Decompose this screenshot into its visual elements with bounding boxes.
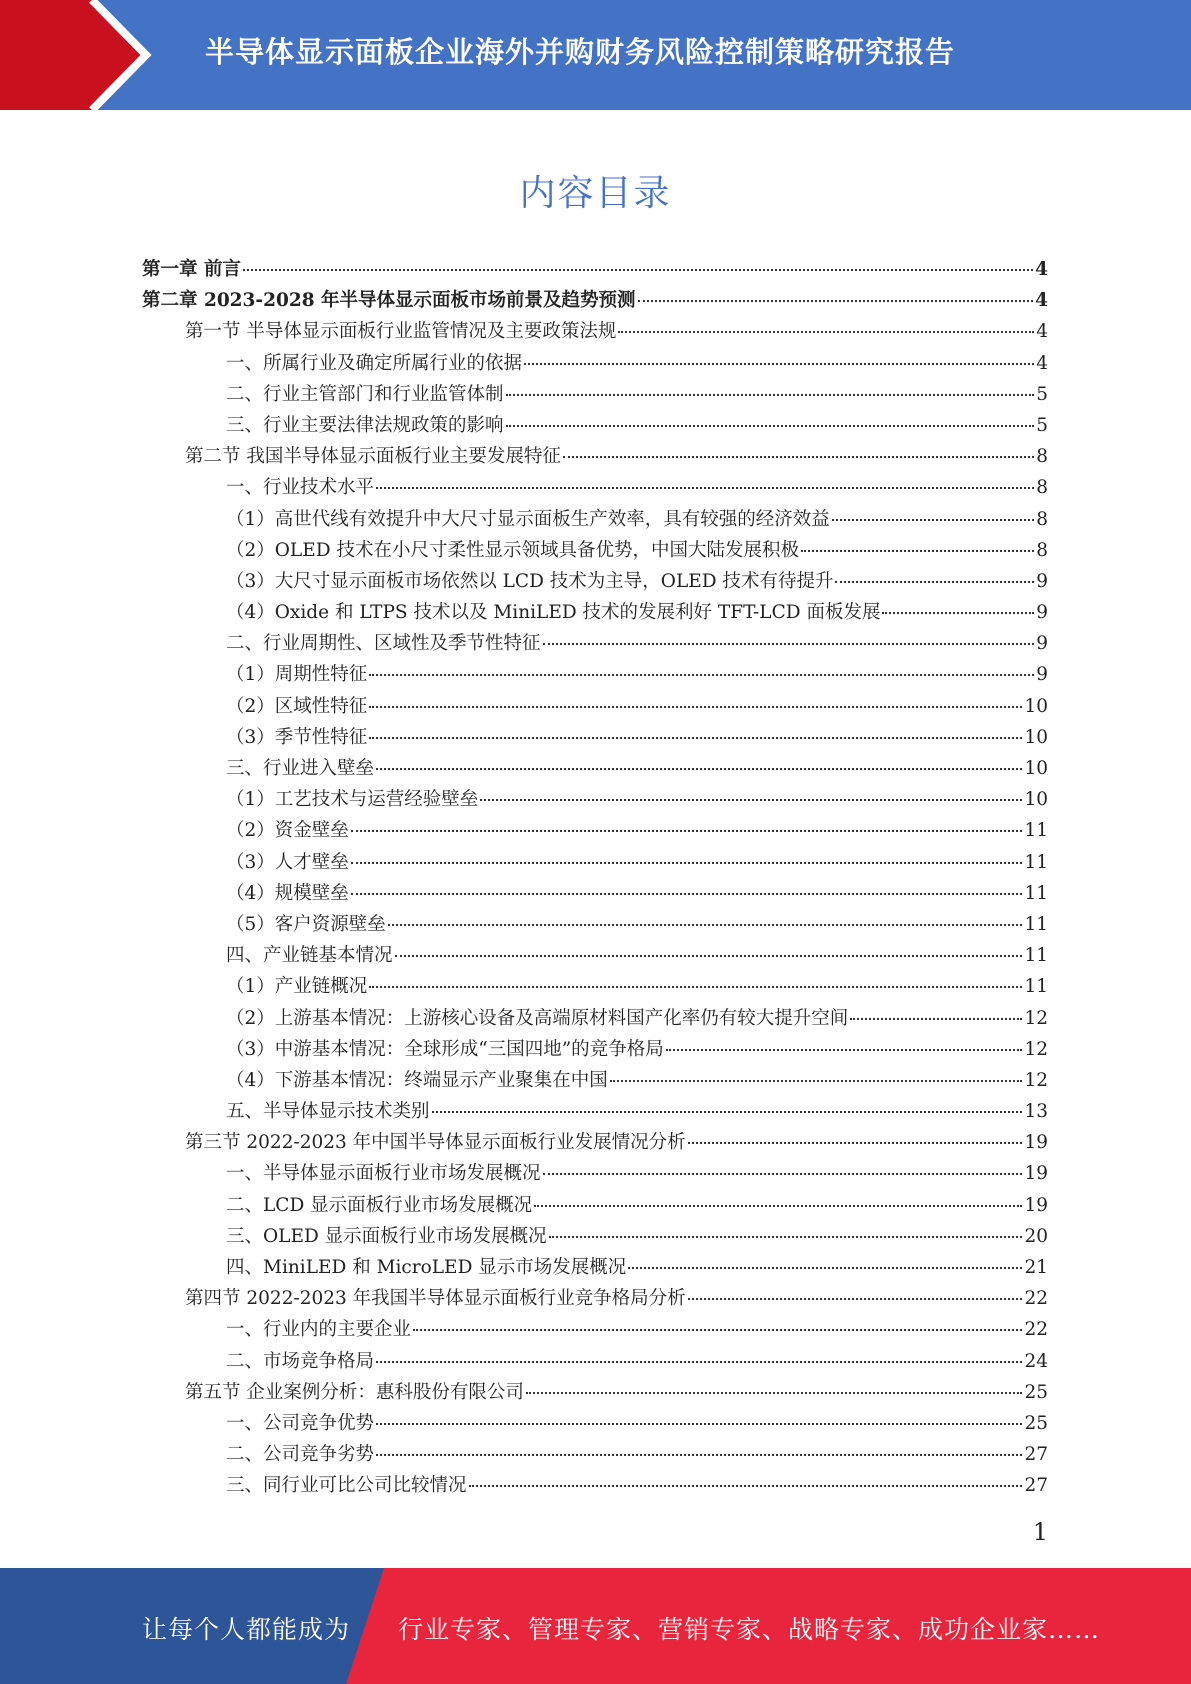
toc-dot-leader [506,394,1035,396]
toc-dot-leader [395,955,1023,957]
toc-entry-title: 三、行业主要法律法规政策的影响 [226,414,504,436]
toc-entry-title: （4）Oxide 和 LTPS 技术以及 MiniLED 技术的发展利好 TFT-LCD 面板发展 [226,602,881,624]
toc-dot-leader [524,363,1034,365]
toc-entry-page: 9 [1036,570,1048,592]
toc-entry-page: 8 [1036,446,1048,468]
toc-entry-title: 二、行业周期性、区域性及季节性特征 [226,633,541,655]
toc-entry-title: 一、公司竞争优势 [226,1412,375,1434]
toc-entry-page: 8 [1036,508,1048,530]
toc-entry[interactable] [142,910,1048,941]
header-banner [0,0,1191,110]
toc-dot-leader [351,830,1023,832]
toc-dot-leader [638,300,1034,302]
toc-entry[interactable] [142,1253,1048,1284]
toc-dot-leader [351,862,1023,864]
toc-entry-page: 10 [1024,695,1048,717]
toc-entry-page: 19 [1024,1163,1048,1185]
toc-entry[interactable] [142,816,1048,847]
toc-entry-title: （2）区域性特征 [226,695,368,717]
toc-entry[interactable] [142,660,1048,691]
toc-entry[interactable] [142,1222,1048,1253]
toc-dot-leader [688,1142,1023,1144]
toc-entry[interactable] [142,785,1048,816]
toc-dot-leader [563,456,1034,458]
toc-entry-page: 8 [1036,477,1048,499]
toc-dot-leader [543,1173,1023,1175]
toc-entry-page: 21 [1024,1257,1048,1278]
toc-entry-page: 11 [1024,851,1048,873]
toc-entry[interactable] [142,1284,1048,1315]
toc-dot-leader [376,768,1022,770]
toc-entry-page: 19 [1024,1194,1048,1216]
toc-entry-page: 27 [1024,1444,1048,1466]
toc-entry[interactable] [142,317,1048,348]
toc-dot-leader [832,519,1034,521]
toc-entry[interactable] [142,1440,1048,1471]
toc-entry[interactable] [142,1409,1048,1440]
toc-entry-page: 19 [1024,1132,1048,1154]
toc-entry[interactable] [142,1191,1048,1222]
toc-entry[interactable] [142,1315,1048,1346]
toc-entry[interactable] [142,1035,1048,1066]
toc-entry-page: 11 [1024,882,1048,904]
toc-entry-title: （3）人才壁垒 [226,851,349,873]
toc-dot-leader [549,1236,1023,1238]
toc-entry-page: 4 [1036,321,1048,343]
toc-entry[interactable] [142,1159,1048,1190]
toc-dot-leader [376,487,1034,489]
toc-entry-title: 一、半导体显示面板行业市场发展概况 [226,1163,541,1185]
toc-entry-title: 第四节 2022-2023 年我国半导体显示面板行业竞争格局分析 [185,1288,686,1310]
toc-entry[interactable] [142,349,1048,380]
toc-entry-page: 27 [1024,1475,1048,1497]
toc-entry[interactable] [142,723,1048,754]
toc-entry-title: （2）OLED 技术在小尺寸柔性显示领域具备优势，中国大陆发展积极 [226,539,799,561]
toc-dot-leader [526,1392,1023,1394]
toc-dot-leader [388,924,1023,926]
toc-entry-page: 22 [1024,1288,1048,1310]
toc-entry-title: 第一节 半导体显示面板行业监管情况及主要政策法规 [185,321,617,343]
toc-heading: 内容目录 [519,173,672,214]
toc-entry[interactable] [142,972,1048,1003]
toc-entry-page: 11 [1024,913,1048,935]
toc-entry-title: 第三节 2022-2023 年中国半导体显示面板行业发展情况分析 [185,1132,686,1154]
page-number: 1 [1032,1518,1048,1546]
toc-entry-title: 二、行业主管部门和行业监管体制 [226,383,504,405]
toc-entry[interactable] [142,1378,1048,1409]
footer-slogan-right: 行业专家、管理专家、营销专家、战略专家、成功企业家…… [398,1615,1101,1644]
toc-dot-leader [243,269,1033,271]
toc-dot-leader [543,643,1035,645]
toc-dot-leader [666,1049,1023,1051]
toc-entry[interactable] [142,598,1048,629]
toc-entry[interactable] [142,879,1048,910]
toc-entry-title: 二、公司竞争劣势 [226,1444,375,1466]
toc-entry-title: （3）中游基本情况：全球形成“三国四地”的竞争格局 [226,1038,664,1060]
toc-entry-page: 5 [1036,383,1048,405]
toc-entry[interactable] [142,567,1048,598]
toc-entry-page: 4 [1035,290,1048,312]
toc-entry-title: （3）季节性特征 [226,726,368,748]
toc-dot-leader [480,799,1022,801]
toc-dot-leader [469,1485,1023,1487]
toc-dot-leader [376,1361,1022,1363]
toc-entry[interactable] [142,473,1048,504]
toc-entry-title: 一、行业技术水平 [226,477,375,499]
toc-entry-page: 12 [1024,1038,1048,1060]
toc-entry-title: （1）周期性特征 [226,664,368,686]
toc-entry[interactable] [142,442,1048,473]
footer-banner [0,1568,1191,1684]
toc-entry-page: 11 [1024,976,1048,998]
toc-entry[interactable] [142,941,1048,972]
toc-entry-title: （1）工艺技术与运营经验壁垒 [226,789,479,811]
toc-entry-title: 四、产业链基本情况 [226,945,393,967]
toc-entry-page: 10 [1024,758,1048,779]
toc-entry-title: 三、OLED 显示面板行业市场发展概况 [226,1225,547,1247]
toc-dot-leader [413,1329,1022,1331]
toc-dot-leader [882,612,1034,614]
toc-entry-title: 二、市场竞争格局 [226,1350,375,1372]
toc-entry[interactable] [142,1471,1048,1502]
toc-entry-page: 11 [1024,945,1048,967]
toc-entry[interactable] [142,629,1048,660]
toc-entry[interactable] [142,411,1048,442]
toc-entry[interactable] [142,255,1048,286]
toc-dot-leader [610,1080,1023,1082]
toc-entry-title: （1）产业链概况 [226,976,368,998]
toc-entry-title: （1）高世代线有效提升中大尺寸显示面板生产效率，具有较强的经济效益 [226,508,830,530]
toc-entry-page: 12 [1024,1069,1048,1091]
toc-entry-title: 三、同行业可比公司比较情况 [226,1475,467,1497]
toc-entry[interactable] [142,505,1048,536]
toc-entry[interactable] [142,536,1048,567]
toc-entry-title: （2）上游基本情况：上游核心设备及高端原材料国产化率仍有较大提升空间 [226,1007,849,1029]
toc-entry-page: 25 [1024,1381,1048,1403]
toc-entry-page: 9 [1036,602,1048,624]
toc-entry-page: 4 [1035,259,1048,280]
toc-dot-leader [506,425,1035,427]
toc-entry[interactable] [142,286,1048,317]
toc-entry-title: （5）客户资源壁垒 [226,913,386,935]
toc-entry-page: 4 [1036,352,1048,374]
toc-entry-title: （2）资金壁垒 [226,820,349,842]
report-title: 半导体显示面板企业海外并购财务风险控制策略研究报告 [205,35,956,69]
toc-entry-page: 5 [1036,414,1048,436]
toc-entry-title: 一、行业内的主要企业 [226,1319,412,1341]
toc-dot-leader [618,331,1034,333]
toc-entry[interactable] [142,1347,1048,1378]
toc-dot-leader [801,550,1034,552]
toc-dot-leader [369,737,1022,739]
toc-entry-page: 10 [1024,789,1048,811]
toc-entry[interactable] [142,848,1048,879]
toc-dot-leader [369,986,1022,988]
toc-dot-leader [850,1018,1022,1020]
toc-dot-leader [432,1111,1023,1113]
toc-dot-leader [351,893,1023,895]
footer-slogan-left: 让每个人都能成为 [142,1615,351,1644]
toc-entry-title: 四、MiniLED 和 MicroLED 显示市场发展概况 [226,1257,627,1278]
toc-dot-leader [628,1267,1022,1269]
toc-entry[interactable] [142,1128,1048,1159]
toc-dot-leader [369,674,1034,676]
toc-entry-page: 11 [1024,820,1048,842]
toc-entry-page: 9 [1036,633,1048,655]
toc-dot-leader [376,1423,1022,1425]
toc-entry-title: 第二章 2023-2028 年半导体显示面板市场前景及趋势预测 [142,290,636,312]
toc-dot-leader [835,581,1034,583]
toc-entry-title: 五、半导体显示技术类别 [226,1101,430,1123]
toc-entry-page: 25 [1024,1412,1048,1434]
toc-entry-page: 10 [1024,726,1048,748]
toc-entry-title: （3）大尺寸显示面板市场依然以 LCD 技术为主导，OLED 技术有待提升 [226,570,834,592]
toc-entry[interactable] [142,692,1048,723]
toc-dot-leader [688,1298,1023,1300]
toc-dot-leader [534,1205,1022,1207]
toc-entry-page: 22 [1024,1319,1048,1341]
toc-entry-page: 24 [1024,1350,1048,1372]
toc-entry-page: 13 [1024,1101,1048,1123]
toc-entry[interactable] [142,754,1048,785]
toc-entry-page: 8 [1036,539,1048,561]
toc-entry-title: 三、行业进入壁垒 [226,758,375,779]
toc-entry[interactable] [142,1097,1048,1128]
toc-entry-page: 12 [1024,1007,1048,1029]
toc-entry-page: 9 [1036,664,1048,686]
toc-entry-title: 第二节 我国半导体显示面板行业主要发展特征 [185,446,561,468]
toc-entry[interactable] [142,380,1048,411]
toc-entry-title: （4）下游基本情况：终端显示产业聚集在中国 [226,1069,608,1091]
toc-entry-title: 第五节 企业案例分析：惠科股份有限公司 [185,1381,524,1403]
toc-entry-title: 一、所属行业及确定所属行业的依据 [226,352,523,374]
toc-entry-title: 二、LCD 显示面板行业市场发展概况 [226,1194,533,1216]
toc-entry-title: （4）规模壁垒 [226,882,349,904]
toc-entry[interactable] [142,1066,1048,1097]
toc-entry-page: 20 [1024,1225,1048,1247]
toc-dot-leader [369,706,1022,708]
toc-dot-leader [376,1454,1022,1456]
toc-entry[interactable] [142,1004,1048,1035]
table-of-contents [142,255,1048,1503]
toc-entry-title: 第一章 前言 [142,259,241,280]
